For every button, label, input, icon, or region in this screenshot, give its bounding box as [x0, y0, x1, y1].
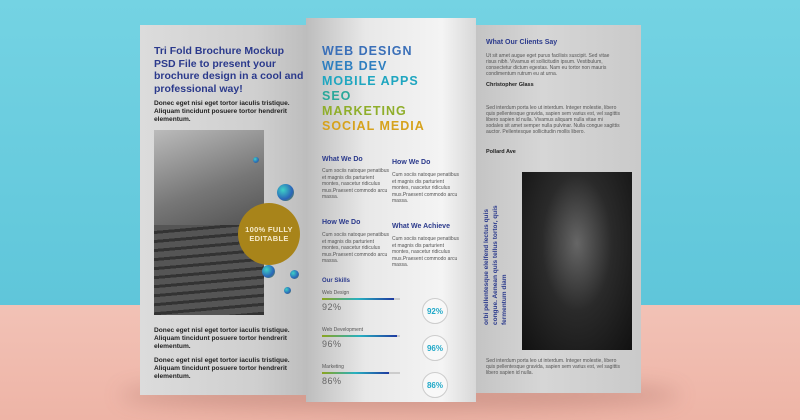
block-text: Cum sociis natoque penatibus et magnis dis parturient montes, nascetur ridiculus mus.Praesent commodo arcu massa. — [322, 232, 389, 264]
brochure-right-panel — [476, 25, 641, 393]
block-title: What We Achieve — [392, 223, 450, 230]
footer-text: Sed interdum porta leo ut interdum. Integer molestie, libero quis pellentesque gravida, sapien sem varius est, vel sagittis libero sapien id nulla. — [486, 358, 620, 376]
skill-item — [322, 327, 400, 349]
decor-dot — [253, 157, 259, 163]
skill-percent: 86% — [322, 376, 342, 386]
testimonials-title: What Our Clients Say — [486, 39, 558, 46]
decor-dot — [262, 265, 275, 278]
skill-percent: 96% — [322, 339, 342, 349]
skill-label: Web Design — [322, 290, 350, 296]
intro-text: Donec eget nisi eget tortor iaculis tristique. Aliquam tincidunt posuere tortor hendrerit elementum. — [154, 100, 290, 123]
skill-label: Marketing — [322, 364, 344, 370]
skill-bar-fill — [322, 372, 389, 374]
block-text: Cum sociis natoque penatibus et magnis dis parturient montes, nascetur ridiculus mus.Praesent commodo arcu massa. — [392, 172, 459, 204]
skill-bar — [322, 372, 400, 374]
quote-2: Sed interdum porta leo ut interdum. Integer molestie, libero quis pellentesque gravida, sapien sem varius est, vel sagittis libero sapien id nulla. Vivamus aliquam nulla vitae mi sodales sit amet semper nulla pulvinar. Nulla congue sagittis auctor. Pellentesque sollicitudin mollis libero. — [486, 105, 620, 135]
skills-title: Our Skills — [322, 278, 351, 284]
decor-dot — [277, 184, 294, 201]
badge-line2: EDITABLE — [249, 234, 289, 243]
skill-item — [322, 290, 400, 312]
skill-label: Web Development — [322, 327, 364, 333]
skill-percent: 92% — [322, 302, 342, 312]
service-item: WEB DESIGN — [322, 44, 413, 58]
skill-circle: 96% — [422, 335, 448, 361]
vertical-quote: orbi pellentesque eleifend lectus quis congue. Aenean quis tellus tortor, quis fermentum diam — [483, 205, 508, 325]
headline: Tri Fold Brochure Mockup PSD File to present your brochure design in a cool and professional way! — [154, 45, 304, 95]
brochure-left-panel — [140, 25, 308, 395]
service-item: WEB DEV — [322, 59, 388, 73]
services-list — [322, 44, 425, 134]
decor-dot — [284, 287, 291, 294]
block-title: What We Do — [322, 156, 363, 163]
skill-bar-fill — [322, 298, 394, 300]
skill-circle: 86% — [422, 372, 448, 398]
skill-circle: 92% — [422, 298, 448, 324]
corridor-photo — [522, 172, 632, 350]
footer-text-1: Donec eget nisl eget tortor iaculis tristique. Aliquam tincidunt posuere tortor hendrerit elementum. — [154, 327, 290, 350]
block-text: Cum sociis natoque penatibus et magnis dis parturient montes, nascetur ridiculus mus.Praesent commodo arcu massa. — [392, 236, 459, 268]
author-1: Christopher Glass — [486, 82, 534, 88]
block-text: Cum sociis natoque penatibus et magnis dis parturient montes, nascetur ridiculus mus.Praesent commodo arcu massa. — [322, 168, 389, 200]
decor-dot — [290, 270, 299, 279]
block-title: How We Do — [322, 219, 361, 226]
service-item: MARKETING — [322, 104, 407, 118]
fully-editable-badge — [238, 203, 300, 265]
quote-1: Ut sit amet augue eget purus facilisis suscipit. Sed vitae risus nibh. Vivamus et sollicitudin ipsum. Vestibulum, consectetur dictum egestas. Nam eu tortor non mauris condimentum rutrum eu at urna. — [486, 53, 610, 77]
author-2: Pollard Ave — [486, 149, 516, 155]
skill-bar — [322, 298, 400, 300]
footer-text-2: Donec eget nisl eget tortor iaculis tristique. Aliquam tincidunt posuere tortor hendrerit elementum. — [154, 357, 290, 380]
service-item: SEO — [322, 89, 352, 103]
skill-item — [322, 364, 400, 386]
block-title: How We Do — [392, 159, 431, 166]
skill-bar — [322, 335, 400, 337]
badge-line1: 100% FULLY — [245, 225, 293, 234]
brochure-middle-panel — [306, 18, 476, 402]
skill-bar-fill — [322, 335, 397, 337]
service-item: SOCIAL MEDIA — [322, 119, 425, 133]
service-item: MOBILE APPS — [322, 74, 419, 88]
